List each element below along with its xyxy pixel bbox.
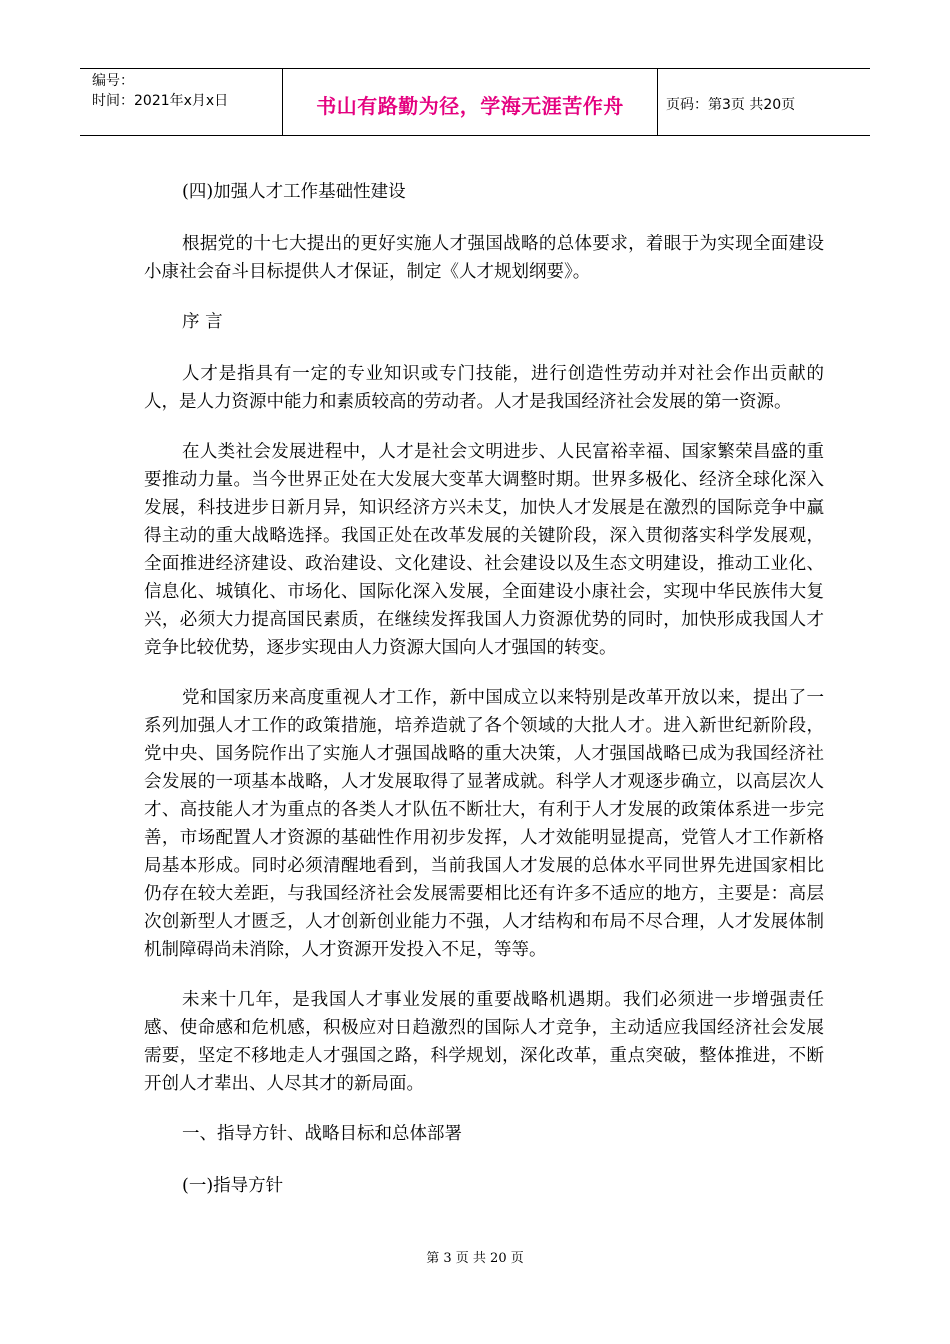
body-paragraph: 党和国家历来高度重视人才工作，新中国成立以来特别是改革开放以来，提出了一系列加强人才工作的政策措施，培养造就了各个领域的大批人才。进入新世纪新阶段，党中央、国务院作出了实施人才强国战略的重大决策，人才强国战略已成为我国经济社会发展的一项基本战略，人才发展取得了显著成就。科学人才观逐步确立，以高层次人才、高技能人才为重点的各类人才队伍不断壮大，有利于人才发展的政策体系进一步完善，市场配置人才资源的基础性作用初步发挥，人才效能明显提高，党管人才工作新格局基本形成。同时必须清醒地看到，当前我国人才发展的总体水平同世界先进国家相比仍存在较大差距，与我国经济社会发展需要相比还有许多不适应的地方，主要是：高层次创新型人才匮乏，人才创新创业能力不强，人才结构和布局不尽合理，人才发展体制机制障碍尚未消除，人才资源开发投入不足，等等。 (144, 688, 824, 960)
page-footer (0, 1247, 950, 1266)
page-header (80, 68, 870, 136)
subsection-heading: (一)指导方针 (182, 1176, 284, 1196)
document-number-label: 编号： (92, 73, 134, 89)
footer-page-number: 第 3 页 共 20 页 (426, 1251, 524, 1266)
document-time-label: 时间：2021年x月x日 (92, 93, 229, 109)
header-meta-cell (80, 69, 283, 135)
header-motto-cell (283, 69, 658, 135)
header-motto: 书山有路勤为径，学海无涯苦作舟 (316, 93, 624, 118)
section-heading: (四)加强人才工作基础性建设 (182, 182, 406, 202)
body-paragraph: 在人类社会发展进程中，人才是社会文明进步、人民富裕幸福、国家繁荣昌盛的重要推动力量。当今世界正处在大发展大变革大调整时期。世界多极化、经济全球化深入发展，科技进步日新月异，知识经济方兴未艾，加快人才发展是在激烈的国际竞争中赢得主动的重大战略选择。我国正处在改革发展的关键阶段，深入贯彻落实科学发展观，全面推进经济建设、政治建设、文化建设、社会建设以及生态文明建设，推动工业化、信息化、城镇化、市场化、国际化深入发展，全面建设小康社会，实现中华民族伟大复兴，必须大力提高国民素质，在继续发挥我国人力资源优势的同时，加快形成我国人才竞争比较优势，逐步实现由人力资源大国向人才强国的转变。 (144, 442, 824, 658)
body-paragraph: 人才是指具有一定的专业知识或专门技能，进行创造性劳动并对社会作出贡献的人，是人力资源中能力和素质较高的劳动者。人才是我国经济社会发展的第一资源。 (144, 364, 824, 412)
body-paragraph: 未来十几年，是我国人才事业发展的重要战略机遇期。我们必须进一步增强责任感、使命感和危机感，积极应对日趋激烈的国际人才竞争，主动适应我国经济社会发展需要，坚定不移地走人才强国之路，科学规划，深化改革，重点突破，整体推进，不断开创人才辈出、人尽其才的新局面。 (144, 990, 824, 1094)
body-paragraph: 根据党的十七大提出的更好实施人才强国战略的总体要求，着眼于为实现全面建设小康社会奋斗目标提供人才保证，制定《人才规划纲要》。 (144, 234, 824, 282)
header-page-info: 页码：第3页 共20页 (666, 97, 796, 113)
header-page-cell (658, 69, 870, 135)
section-heading: 一、指导方针、战略目标和总体部署 (182, 1124, 462, 1144)
document-body (144, 178, 824, 1224)
section-heading: 序 言 (182, 312, 223, 332)
